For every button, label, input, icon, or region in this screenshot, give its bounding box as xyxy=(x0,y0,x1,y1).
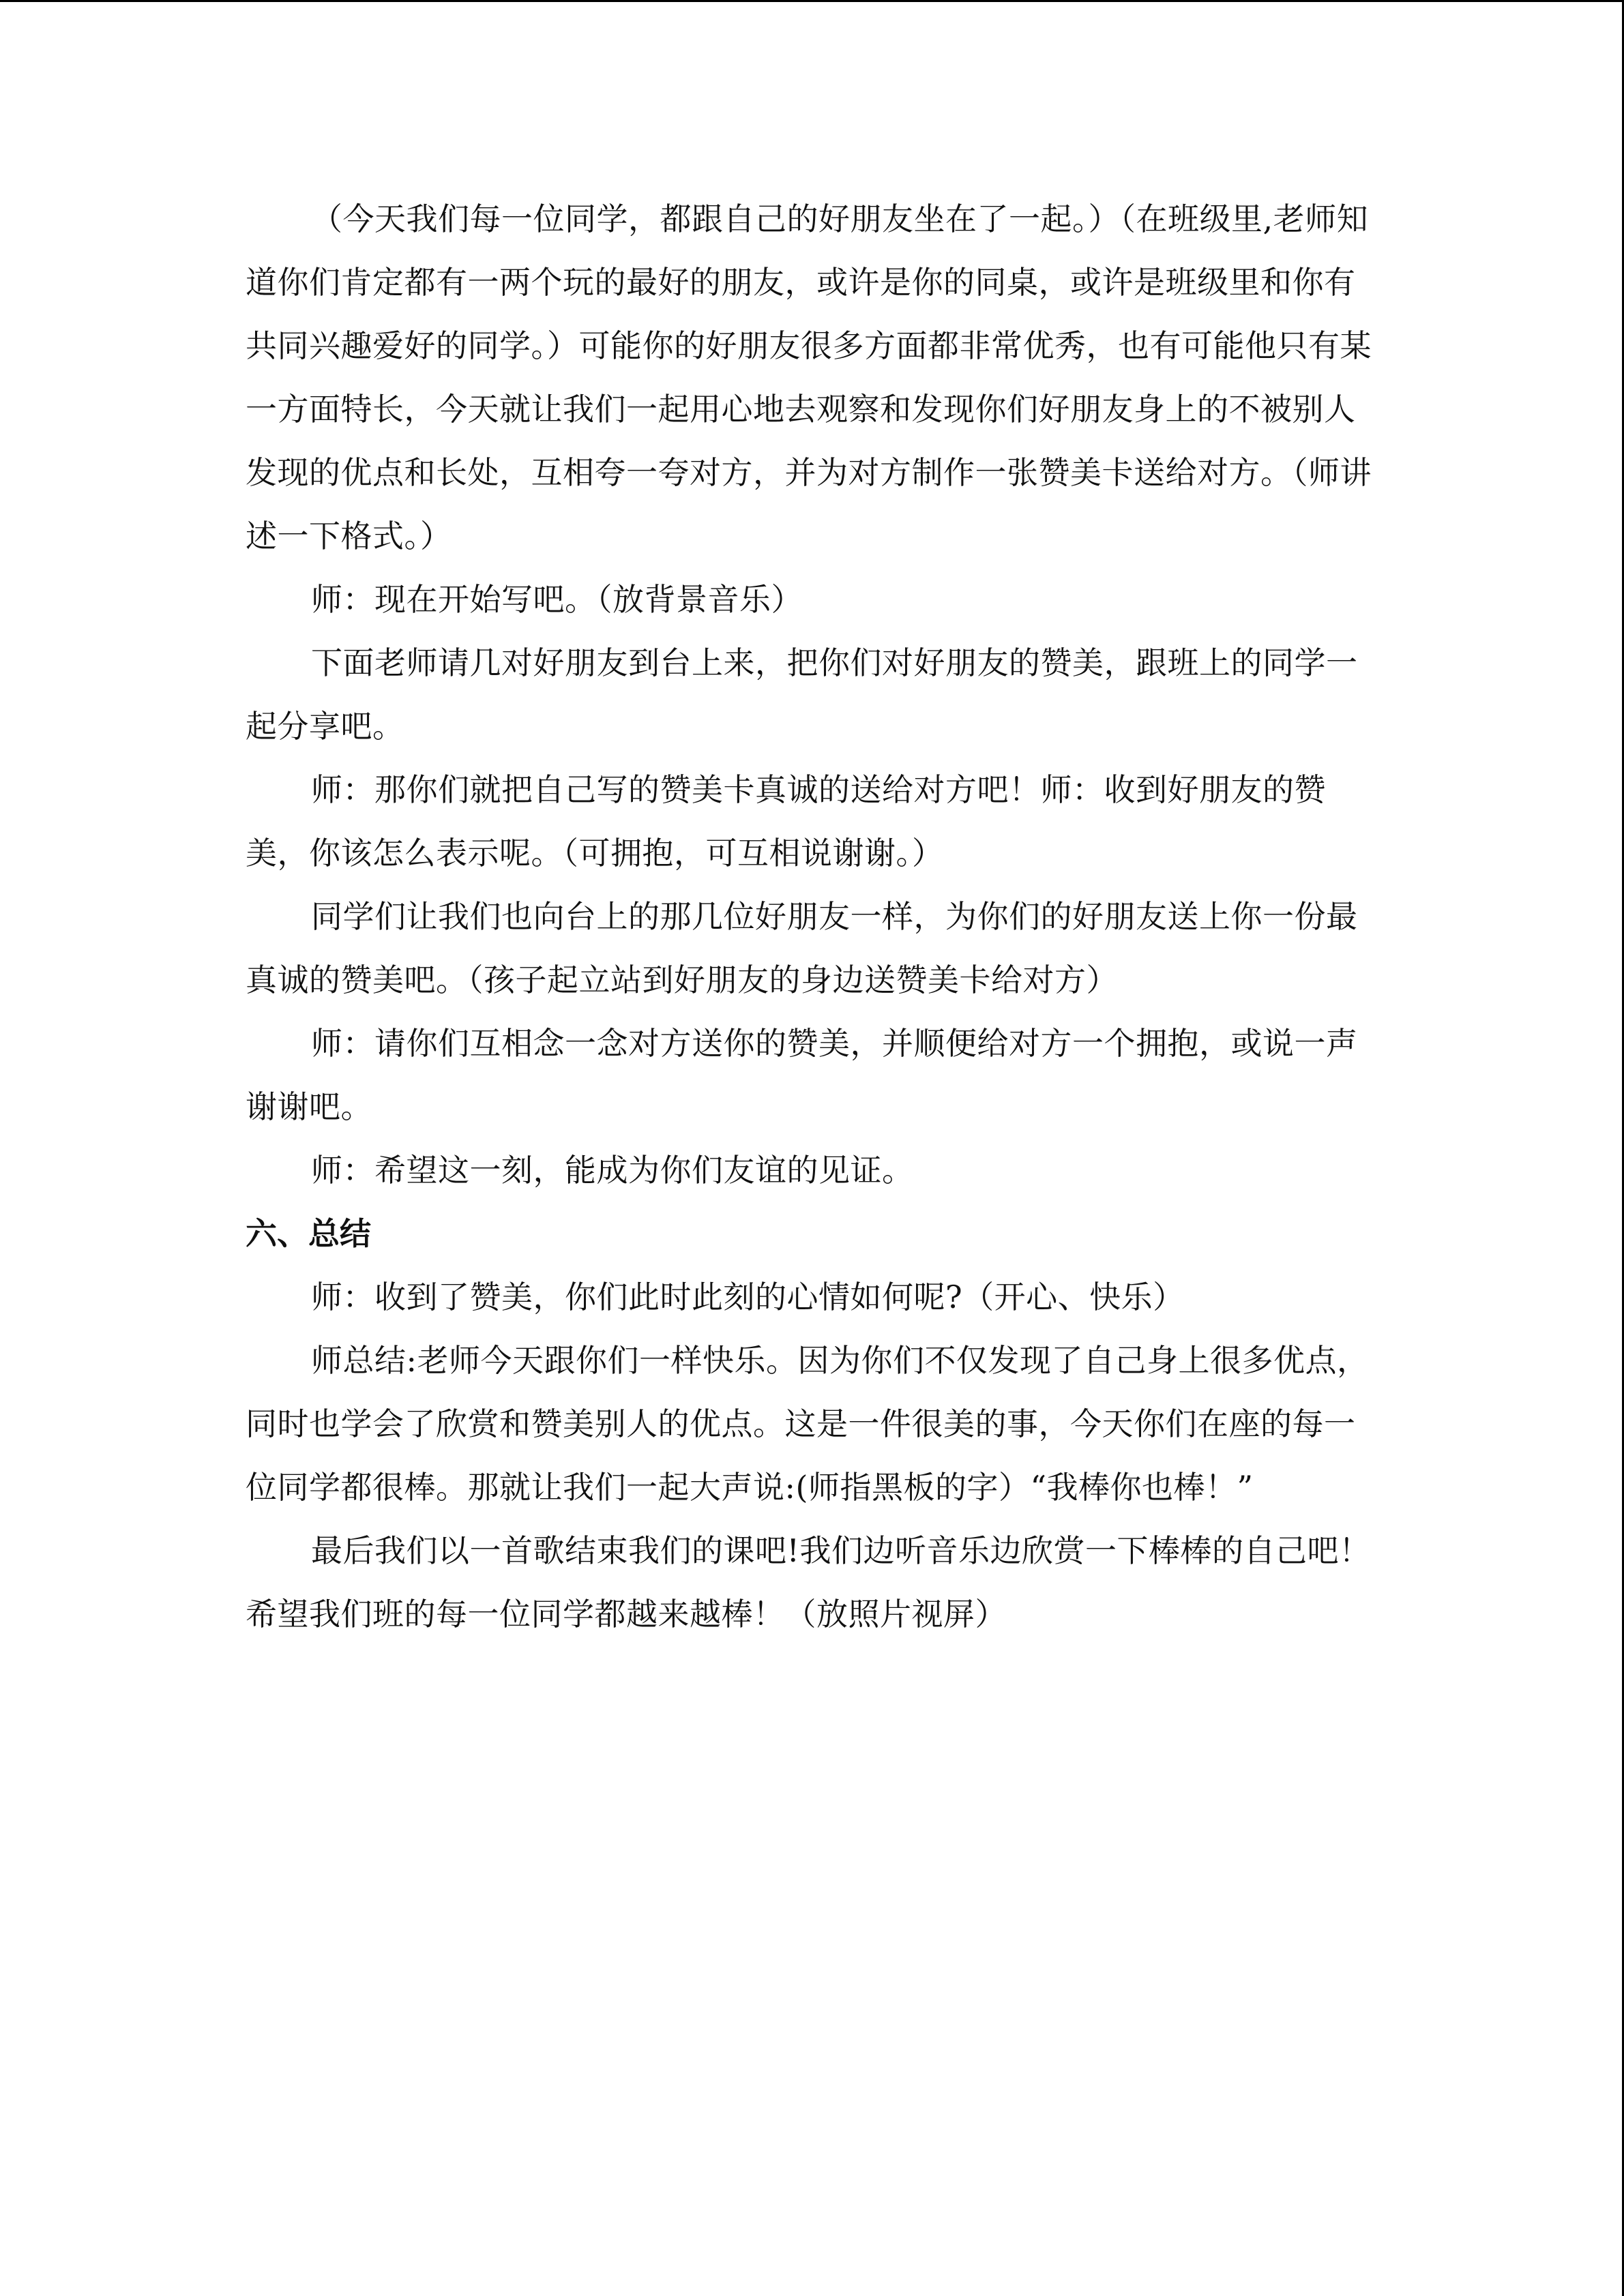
paragraph-read-praise: 师：请你们互相念一念对方送你的赞美，并顺便给对方一个拥抱，或说一声谢谢吧。 xyxy=(246,1025,1358,1125)
paragraph-class-exchange: 同学们让我们也向台上的那几位好朋友一样，为你们的好朋友送上你一份最真诚的赞美吧。（孩子起立站到好朋友的身边送赞美卡给对方） xyxy=(246,898,1358,998)
paragraph-intro: （今天我们每一位同学，都跟自己的好朋友坐在了一起。）（在班级里,老师知道你们肯定都有一两个玩的最好的朋友，或许是你的同桌，或许是班级里和你有共同兴趣爱好的同学。）可能你的好朋友很多方面都非常优秀，也有可能他只有某一方面特长，今天就让我们一起用心地去观察和发现你们好朋友身上的不被别人发现的优点和长处，互相夸一夸对方，并为对方制作一张赞美卡送给对方。（师讲述一下格式。） xyxy=(246,200,1372,554)
document-body xyxy=(246,188,1381,1646)
paragraph-witness: 师：希望这一刻，能成为你们友谊的见证。 xyxy=(311,1152,914,1189)
paragraph-start-writing: 师：现在开始写吧。（放背景音乐） xyxy=(311,581,803,618)
section-heading-summary: 六、总结 xyxy=(246,1215,371,1252)
paragraph-feelings: 师：收到了赞美，你们此时此刻的心情如何呢?（开心、快乐） xyxy=(311,1279,1185,1315)
paragraph-teacher-summary: 师总结:老师今天跟你们一样快乐。因为你们不仅发现了自己身上很多优点，同时也学会了欣赏和赞美别人的优点。这是一件很美的事，今天你们在座的每一位同学都很棒。那就让我们一起大声说:(师指黑板的字）“我棒你也棒！” xyxy=(246,1342,1369,1506)
paragraph-give-cards: 师：那你们就把自己写的赞美卡真诚的送给对方吧！师：收到好朋友的赞美，你该怎么表示呢。（可拥抱，可互相说谢谢。） xyxy=(246,771,1326,871)
paragraph-closing-song: 最后我们以一首歌结束我们的课吧!我们边听音乐边欣赏一下棒棒的自己吧！希望我们班的每一位同学都越来越棒！（放照片视屏） xyxy=(246,1532,1371,1632)
paragraph-share-on-stage: 下面老师请几对好朋友到台上来，把你们对好朋友的赞美，跟班上的同学一起分享吧。 xyxy=(246,644,1358,745)
